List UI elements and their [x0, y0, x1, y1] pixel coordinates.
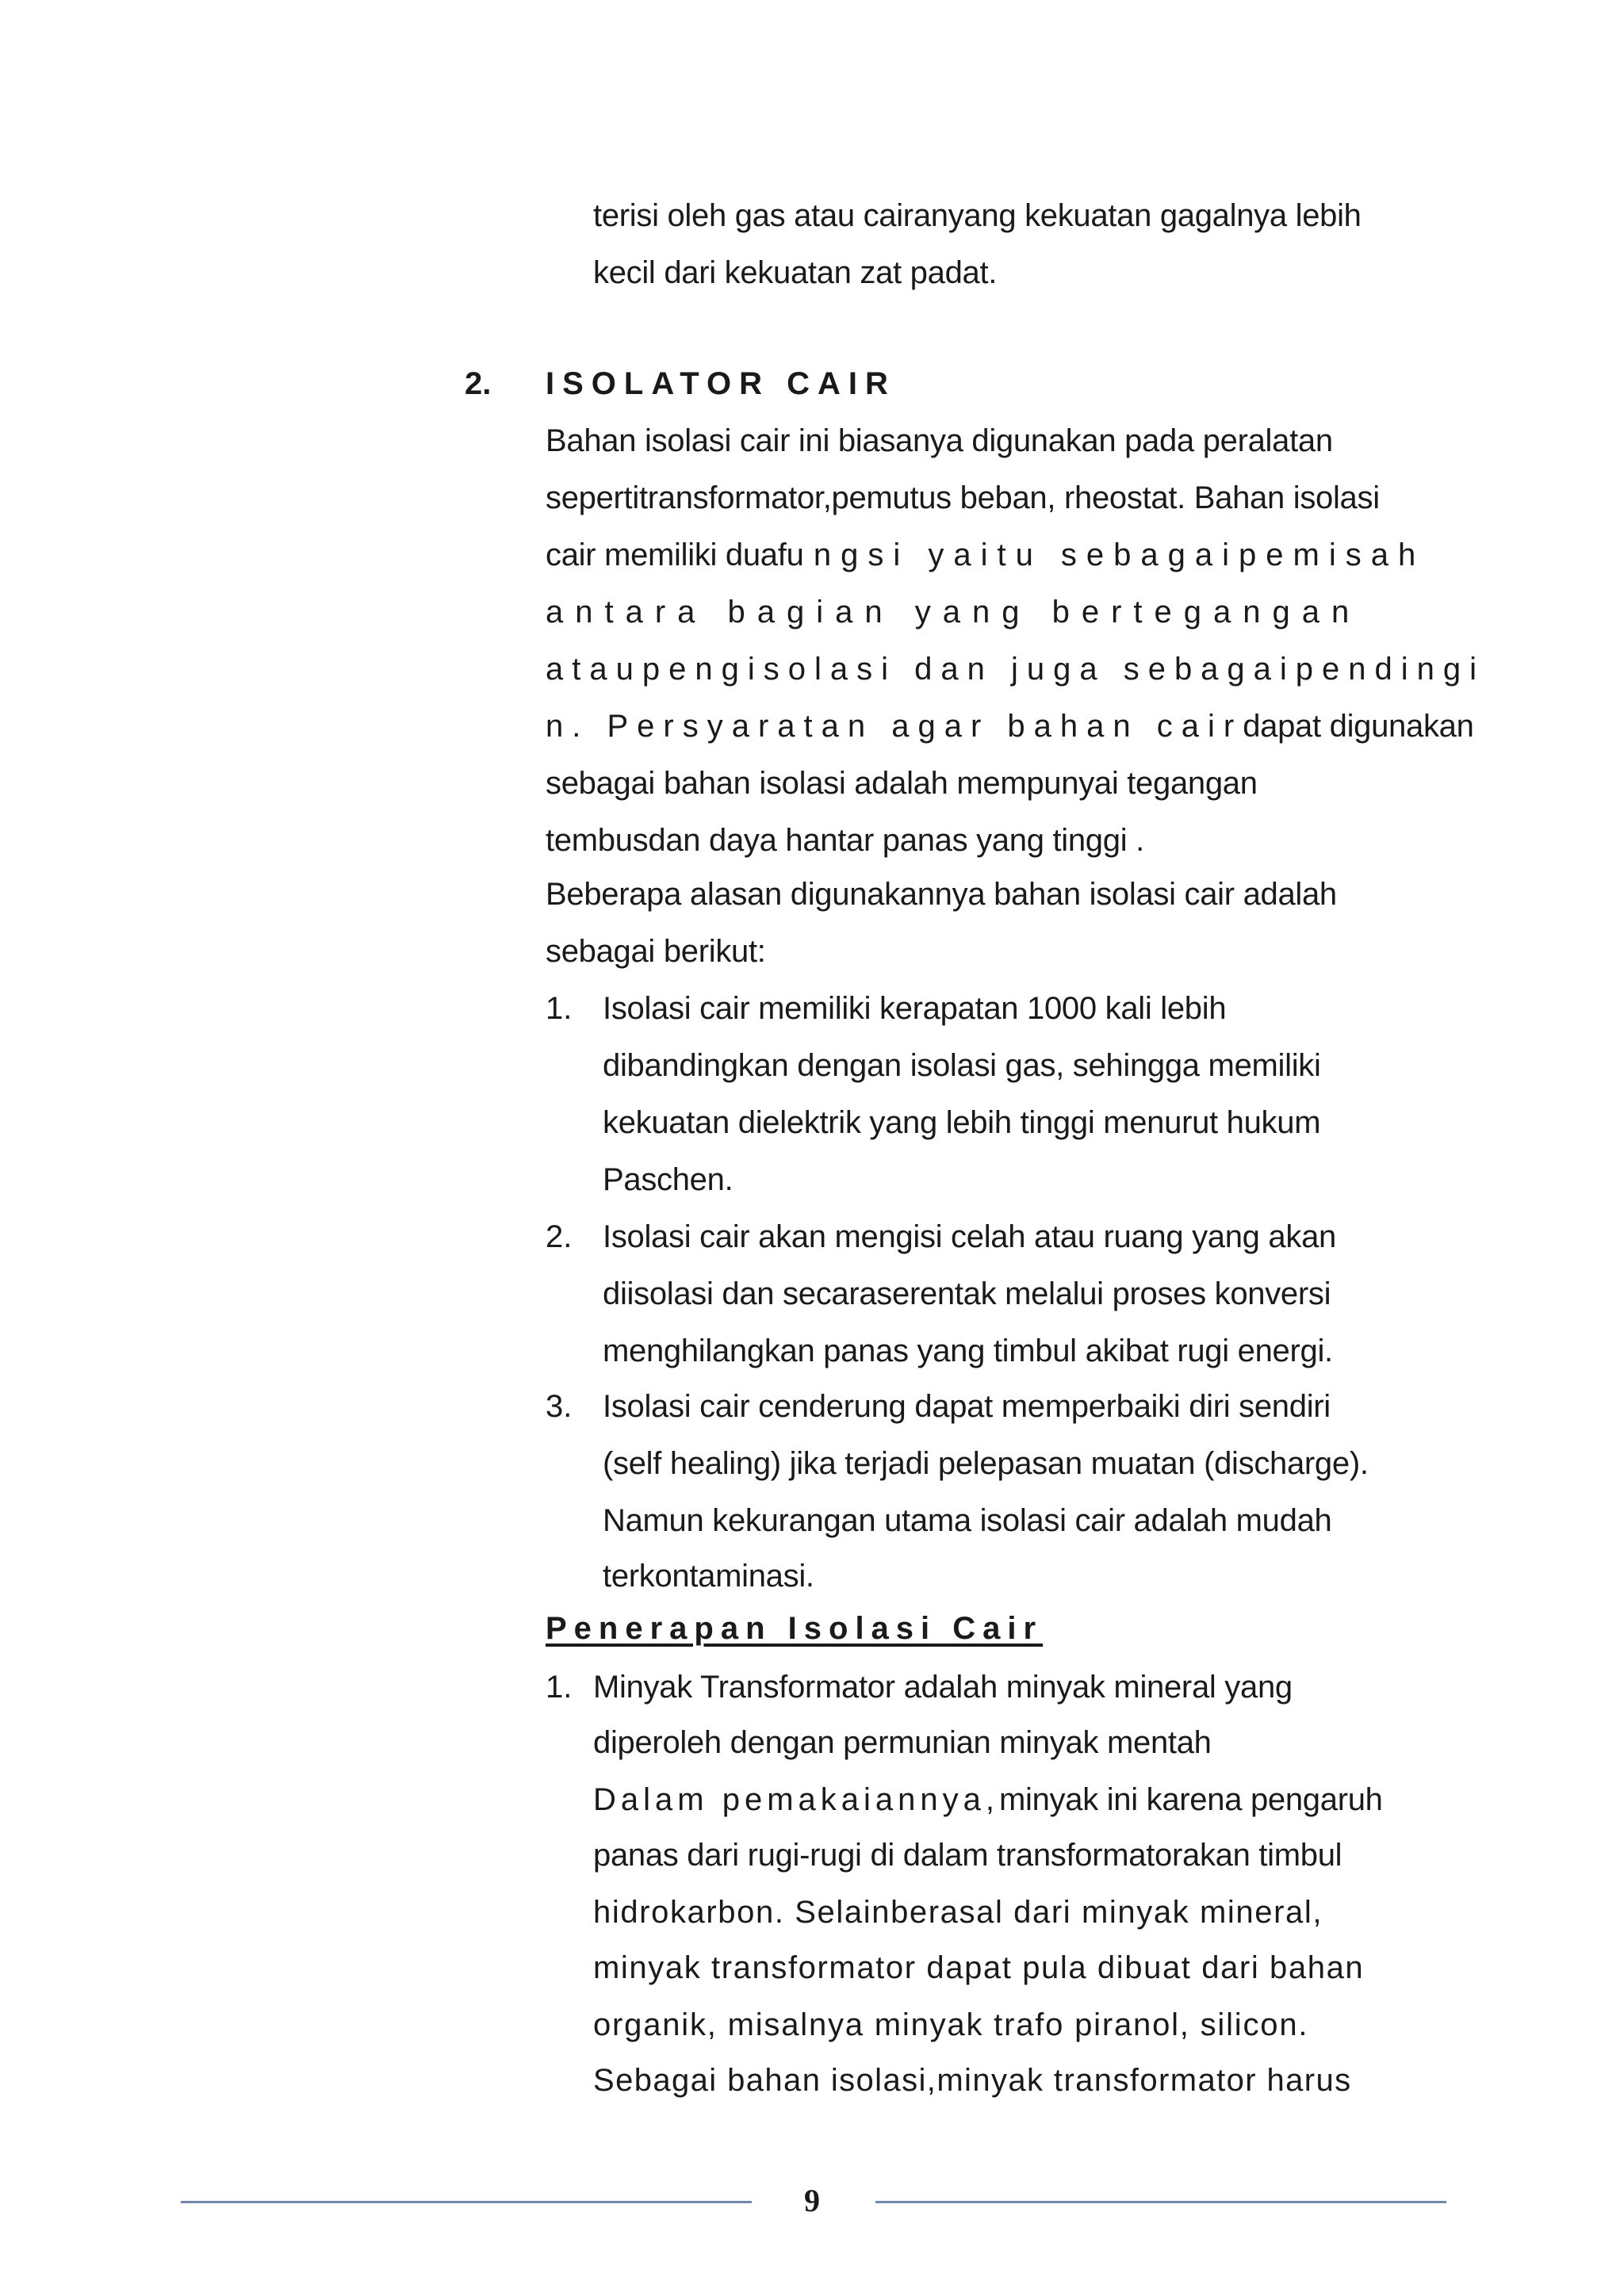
list-item-line: (self healing) jika terjadi pelepasan muatan (discharge). — [603, 1446, 1369, 1481]
paragraph-line — [546, 536, 1425, 574]
list-item-line: organik, misalnya minyak trafo piranol, silicon. — [593, 2007, 1309, 2042]
paragraph-line: Bahan isolasi cair ini biasanya digunakan pada peralatan — [546, 423, 1333, 458]
paragraph-line-spaced: antara bagian yang bertegangan — [546, 595, 1362, 629]
list-item-line — [593, 1781, 1383, 1819]
paragraph-line: sebagai bahan isolasi adalah mempunyai tegangan — [546, 766, 1258, 801]
list-item-line: diisolasi dan secaraserentak melalui proses konversi — [603, 1276, 1331, 1311]
list-item-line: Paschen. — [603, 1162, 733, 1197]
paragraph-fragment: cair memiliki duaf — [546, 538, 787, 572]
intro-line: kecil dari kekuatan zat padat. — [593, 255, 998, 290]
list-item-line: diperoleh dengan permunian minyak mentah — [593, 1725, 1212, 1760]
list-item-line: Sebagai bahan isolasi,minyak transformator harus — [593, 2063, 1352, 2098]
list-item-line: Minyak Transformator adalah minyak mineral yang — [593, 1670, 1293, 1705]
page-number: 9 — [804, 2183, 820, 2218]
paragraph-line: Beberapa alasan digunakannya bahan isolasi cair adalah — [546, 877, 1337, 912]
list-number: 1. — [546, 991, 573, 1026]
paragraph-line: sebagai berikut: — [546, 934, 766, 969]
list-item-line: panas dari rugi-rugi di dalam transformatorakan timbul — [593, 1838, 1342, 1873]
list-item-line: terkontaminasi. — [603, 1559, 814, 1594]
list-number: 2. — [546, 1219, 573, 1254]
subsection-title: Penerapan Isolasi Cair — [546, 1611, 1044, 1646]
list-fragment: minyak ini karena pengaruh — [999, 1782, 1383, 1817]
paragraph-line — [546, 707, 1474, 745]
list-item-line: Namun kekurangan utama isolasi cair adalah mudah — [603, 1503, 1332, 1538]
paragraph-fragment-spaced: n. Persyaratan agar bahan cair — [546, 709, 1243, 744]
list-item-line: hidrokarbon. Selainberasal dari minyak mineral, — [593, 1895, 1323, 1930]
paragraph-fragment-spaced: ungsi yaitu sebagaipemisah — [786, 538, 1426, 572]
footer-rule-right — [875, 2201, 1446, 2203]
list-item-line: Isolasi cair cenderung dapat memperbaiki diri sendiri — [603, 1389, 1331, 1424]
list-item-line: Isolasi cair akan mengisi celah atau ruang yang akan — [603, 1219, 1336, 1254]
list-fragment-spaced: Dalam pemakaiannya, — [593, 1782, 999, 1817]
section-title: ISOLATOR CAIR — [546, 366, 896, 401]
paragraph-fragment: dapat digunakan — [1243, 709, 1474, 744]
paragraph-line-spaced: ataupengisolasi dan juga sebagaipendingi — [546, 652, 1486, 687]
section-number: 2. — [465, 366, 492, 401]
paragraph-line: sepertitransformator,pemutus beban, rheostat. Bahan isolasi — [546, 480, 1380, 515]
list-number: 3. — [546, 1389, 573, 1424]
footer-rule-left — [181, 2201, 752, 2203]
list-item-line: dibandingkan dengan isolasi gas, sehingga memiliki — [603, 1048, 1321, 1083]
intro-line: terisi oleh gas atau cairanyang kekuatan gagalnya lebih — [593, 198, 1362, 233]
paragraph-line: tembusdan daya hantar panas yang tinggi . — [546, 823, 1144, 858]
list-item-line: Isolasi cair memiliki kerapatan 1000 kali lebih — [603, 991, 1227, 1026]
list-item-line: menghilangkan panas yang timbul akibat rugi energi. — [603, 1334, 1333, 1368]
list-item-line: minyak transformator dapat pula dibuat dari bahan — [593, 1950, 1365, 1985]
list-number: 1. — [546, 1670, 573, 1705]
list-item-line: kekuatan dielektrik yang lebih tinggi menurut hukum — [603, 1105, 1321, 1140]
